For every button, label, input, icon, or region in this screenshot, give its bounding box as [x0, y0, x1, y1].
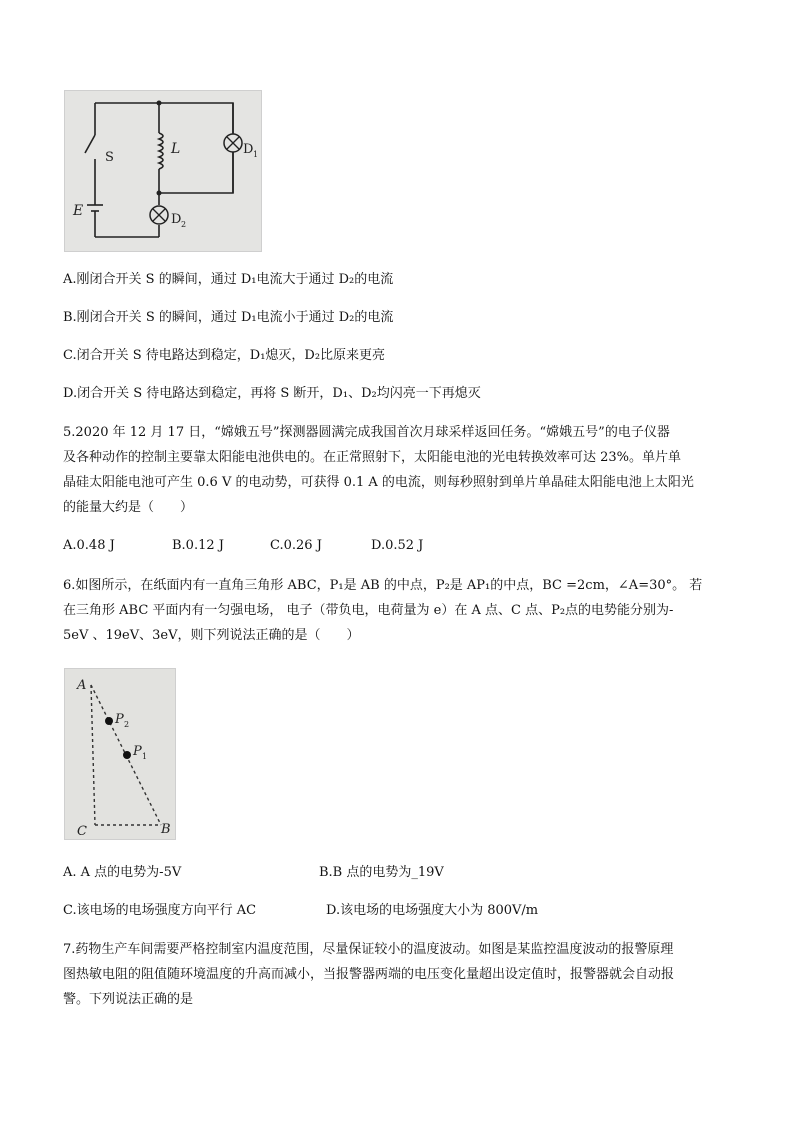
- vertex-b-label: B: [161, 822, 171, 837]
- q5-option-d: D.0.52 J: [371, 538, 424, 553]
- point-p1-subscript: 1: [142, 752, 148, 761]
- lamp-d1-label: D: [243, 142, 254, 157]
- q5-stem-line: 的能量大约是（ ）: [63, 500, 194, 515]
- q4-option-c: C.闭合开关 S 待电路达到稳定，D₁熄灭，D₂比原来更亮: [63, 348, 386, 363]
- q5-option-b: B.0.12 J: [172, 538, 224, 553]
- circuit-figure: [64, 90, 262, 252]
- q6-stem: [63, 573, 733, 648]
- q7-stem-line: 警。下列说法正确的是: [63, 992, 194, 1007]
- q6-option-c: C.该电场的电场强度方向平行 AC: [63, 903, 257, 918]
- q5-option-c: C.0.26 J: [270, 538, 322, 553]
- vertex-a-label: A: [77, 678, 87, 693]
- triangle-figure: [64, 668, 176, 840]
- q5-stem-line: 晶硅太阳能电池可产生 0.6 V 的电动势，可获得 0.1 A 的电流，则每秒照射到单片单晶硅太阳能电池上太阳光: [63, 475, 694, 490]
- q4-option-a: A.刚闭合开关 S 的瞬间，通过 D₁电流大于通过 D₂的电流: [63, 272, 394, 287]
- lamp-d2-subscript: 2: [181, 220, 187, 229]
- q6-option-a: A. A 点的电势为-5V: [63, 865, 182, 880]
- q7-stem-line: 7.药物生产车间需要严格控制室内温度范围，尽量保证较小的温度波动。如图是某监控温度波动的报警原理: [63, 942, 674, 957]
- q5-stem: [63, 420, 733, 520]
- point-p2-label: P: [115, 712, 124, 727]
- q6-stem-line: 在三角形 ABC 平面内有一匀强电场， 电子（带负电，电荷量为 e）在 A 点、C 点、P₂点的电势能分别为-: [63, 603, 674, 618]
- q5-stem-line: 及各种动作的控制主要靠太阳能电池供电的。在正常照射下，太阳能电池的光电转换效率可达 23%。单片单: [63, 450, 682, 465]
- q7-stem: [63, 937, 733, 1012]
- triangle-diagram: [65, 669, 175, 839]
- q5-stem-line: 5.2020 年 12 月 17 日，“嫦娥五号”探测器圆满完成我国首次月球采样返回任务。“嫦娥五号”的电子仪器: [63, 425, 670, 440]
- lamp-d1-subscript: 1: [253, 150, 259, 159]
- q6-stem-line: 5eV 、19eV、3eV，则下列说法正确的是（ ）: [63, 628, 360, 643]
- q4-option-b: B.刚闭合开关 S 的瞬间，通过 D₁电流小于通过 D₂的电流: [63, 310, 394, 325]
- lamp-d2-label: D: [171, 212, 182, 227]
- vertex-c-label: C: [77, 824, 87, 839]
- switch-label: S: [105, 150, 114, 165]
- point-p2-subscript: 2: [124, 720, 130, 729]
- q6-stem-line: 6.如图所示，在纸面内有一直角三角形 ABC，P₁是 AB 的中点，P₂是 AP₁的中点，BC =2cm，∠A=30°。 若: [63, 578, 703, 593]
- q5-option-a: A.0.48 J: [63, 538, 115, 553]
- battery-label: E: [73, 203, 84, 219]
- q6-option-d: D.该电场的电场强度大小为 800V/m: [326, 903, 539, 918]
- inductor-label: L: [171, 141, 181, 157]
- point-p1-label: P: [133, 744, 142, 759]
- circuit-diagram: [65, 91, 261, 251]
- q4-option-d: D.闭合开关 S 待电路达到稳定，再将 S 断开，D₁、D₂均闪亮一下再熄灭: [63, 386, 481, 401]
- q6-option-b: B.B 点的电势为_19V: [319, 865, 444, 880]
- q7-stem-line: 图热敏电阻的阻值随环境温度的升高而减小，当报警器两端的电压变化量超出设定值时，报警器就会自动报: [63, 967, 675, 982]
